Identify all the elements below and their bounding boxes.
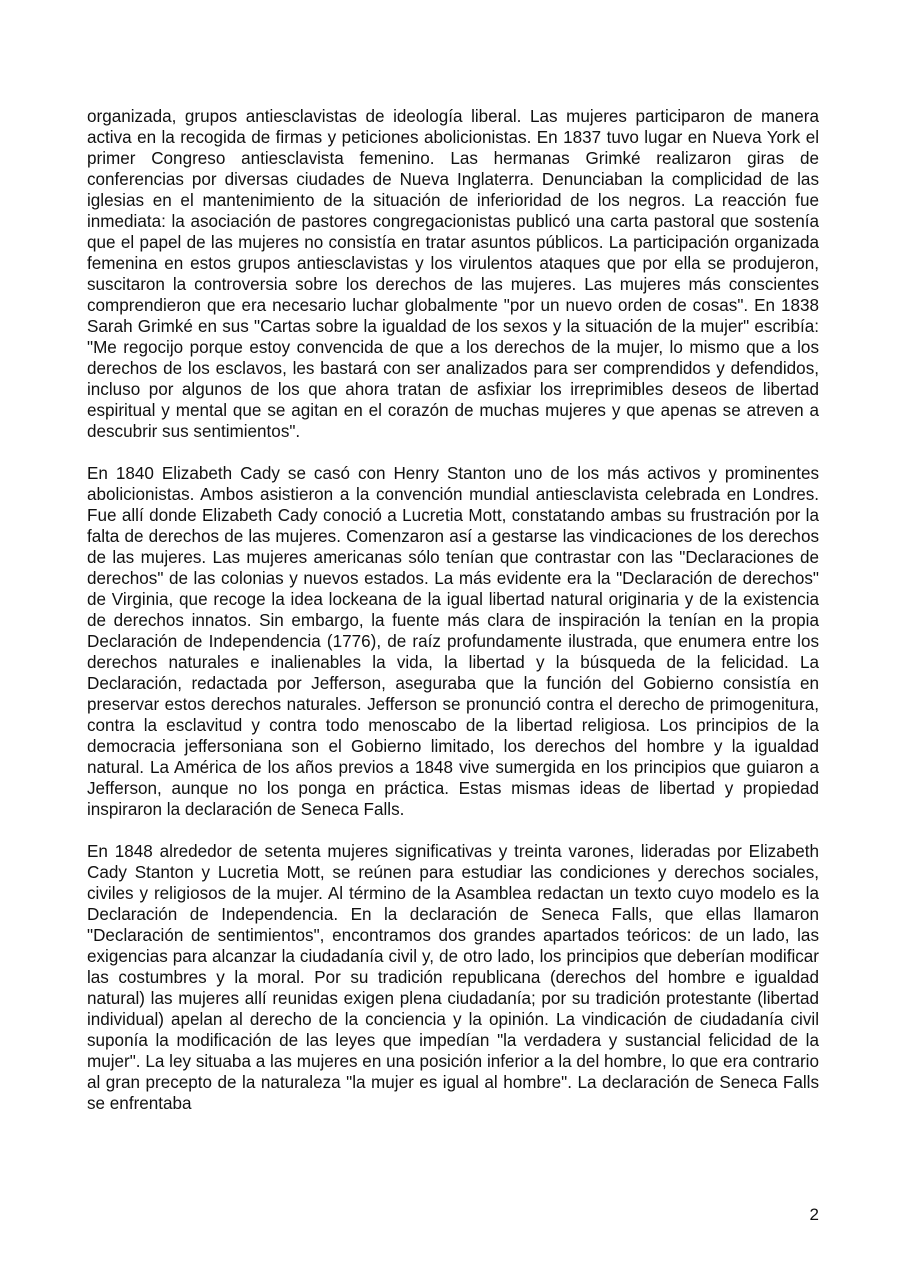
page-number: 2 bbox=[809, 1205, 819, 1224]
body-text bbox=[87, 106, 819, 1135]
paragraph-3: En 1848 alrededor de setenta mujeres significativas y treinta varones, lideradas por Elizabeth Cady Stanton y Lucretia Mott, se reúnen para estudiar las condiciones y derechos sociales, civiles y religiosos de la mujer. Al término de la Asamblea redactan un texto cuyo modelo es la Declaración de Independencia. En la declaración de Seneca Falls, que ellas llamaron "Declaración de sentimientos", encontramos dos grandes apartados teóricos: de un lado, las exigencias para alcanzar la ciudadanía civil y, de otro lado, los principios que deberían modificar las costumbres y la moral. Por su tradición republicana (derechos del hombre e igualdad natural) las mujeres allí reunidas exigen plena ciudadanía; por su tradición protestante (libertad individual) apelan al derecho de la conciencia y la opinión. La vindicación de ciudadanía civil suponía la modificación de las leyes que impedían "la verdadera y sustancial felicidad de la mujer". La ley situaba a las mujeres en una posición inferior a la del hombre, lo que era contrario al gran precepto de la naturaleza "la mujer es igual al hombre". La declaración de Seneca Falls se enfrentaba bbox=[87, 842, 819, 1113]
paragraph-2: En 1840 Elizabeth Cady se casó con Henry Stanton uno de los más activos y prominentes abolicionistas. Ambos asistieron a la convención mundial antiesclavista celebrada en Londres. Fue allí donde Elizabeth Cady conoció a Lucretia Mott, constatando ambas su frustración por la falta de derechos de las mujeres. Comenzaron así a gestarse las vindicaciones de los derechos de las mujeres. Las mujeres americanas sólo tenían que contrastar con las "Declaraciones de derechos" de las colonias y nuevos estados. La más evidente era la "Declaración de derechos" de Virginia, que recoge la idea lockeana de la igual libertad natural originaria y de la existencia de derechos innatos. Sin embargo, la fuente más clara de inspiración la tenían en la propia Declaración de Independencia (1776), de raíz profundamente ilustrada, que enumera entre los derechos naturales e inalienables la vida, la libertad y la búsqueda de la felicidad. La Declaración, redactada por Jefferson, aseguraba que la función del Gobierno consistía en preservar estos derechos naturales. Jefferson se pronunció contra el derecho de primogenitura, contra la esclavitud y contra todo menoscabo de la libertad religiosa. Los principios de la democracia jeffersoniana son el Gobierno limitado, los derechos del hombre y la igualdad natural. La América de los años previos a 1848 vive sumergida en los principios que guiaron a Jefferson, aunque no los ponga en práctica. Estas mismas ideas de libertad y propiedad inspiraron la declaración de Seneca Falls. bbox=[87, 464, 819, 819]
paragraph-1: organizada, grupos antiesclavistas de ideología liberal. Las mujeres participaron de manera activa en la recogida de firmas y peticiones abolicionistas. En 1837 tuvo lugar en Nueva York el primer Congreso antiesclavista femenino. Las hermanas Grimké realizaron giras de conferencias por diversas ciudades de Nueva Inglaterra. Denunciaban la complicidad de las iglesias en el mantenimiento de la situación de inferioridad de los negros. La reacción fue inmediata: la asociación de pastores congregacionistas publicó una carta pastoral que sostenía que el papel de las mujeres no consistía en tratar asuntos públicos. La participación organizada femenina en estos grupos antiesclavistas y los virulentos ataques que por ella se produjeron, suscitaron la controversia sobre los derechos de las mujeres. Las mujeres más conscientes comprendieron que era necesario luchar globalmente "por un nuevo orden de cosas". En 1838 Sarah Grimké en sus "Cartas sobre la igualdad de los sexos y la situación de la mujer" escribía: "Me regocijo porque estoy convencida de que a los derechos de la mujer, lo mismo que a los derechos de los esclavos, les bastará con ser analizados para ser comprendidos y defendidos, incluso por algunos de los que ahora tratan de asfixiar los irreprimibles deseos de libertad espiritual y mental que se agitan en el corazón de muchas mujeres y que apenas se atreven a descubrir sus sentimientos". bbox=[87, 107, 819, 441]
